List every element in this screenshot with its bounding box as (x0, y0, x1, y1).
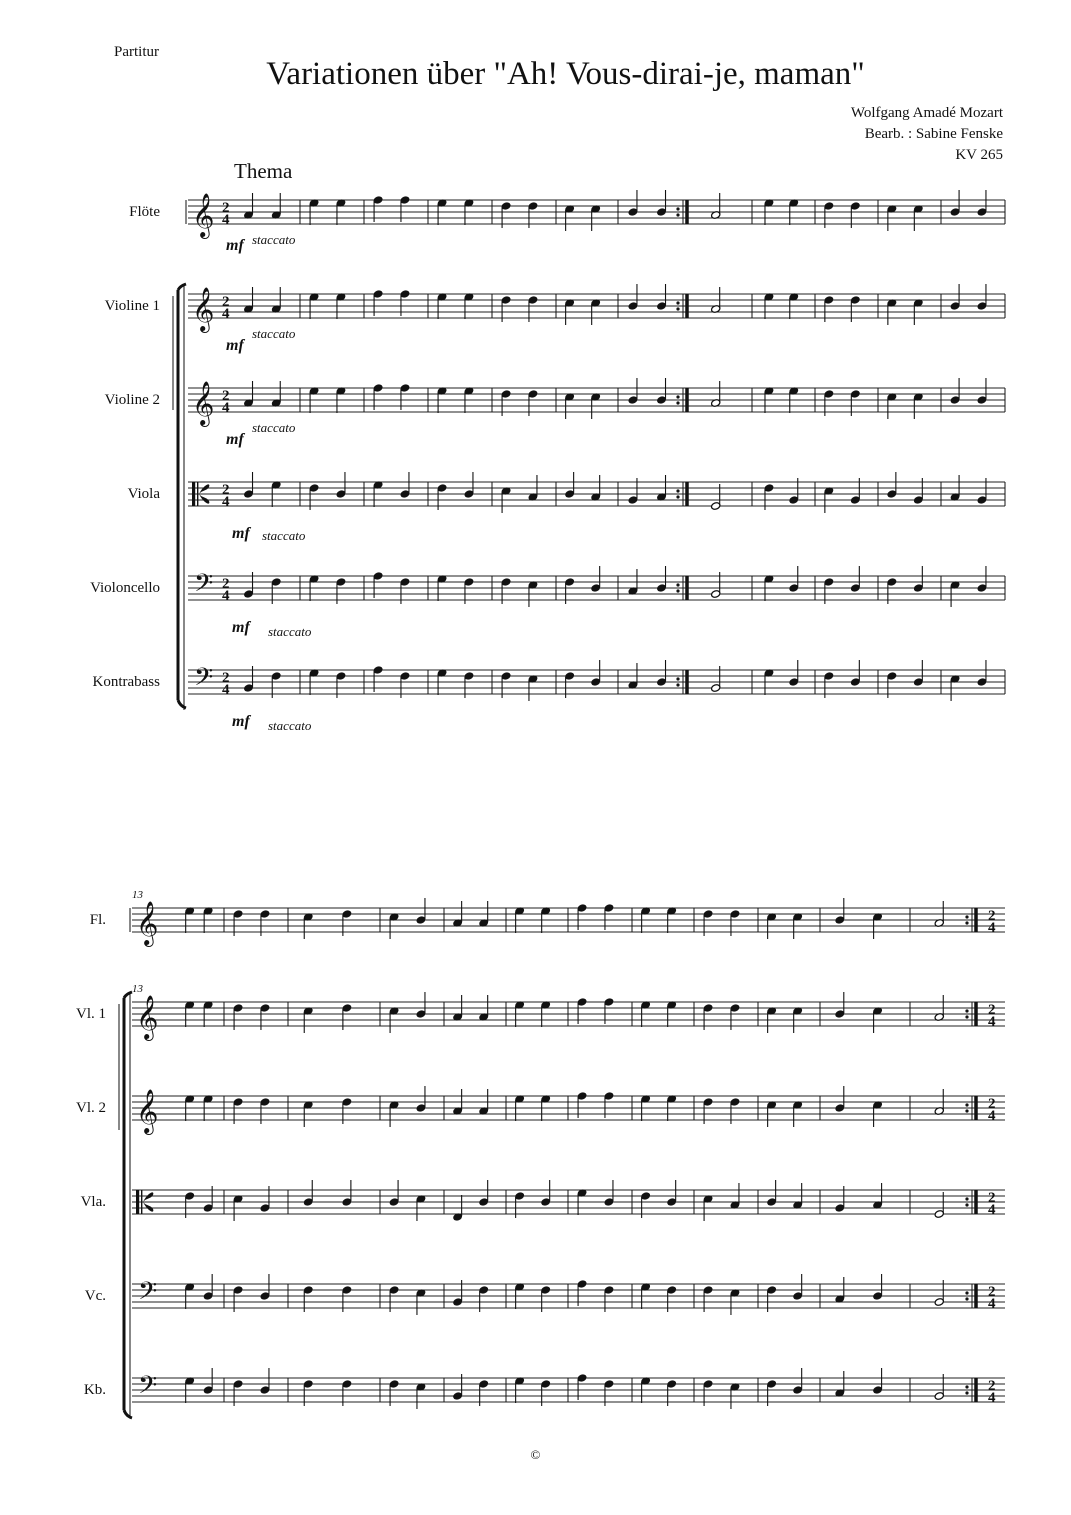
bass-clef-icon: 𝄢 (138, 1277, 158, 1312)
instrument-label: Fl. (89, 912, 106, 928)
dynamic-mark: mf (226, 237, 244, 254)
section-heading: Thema (234, 159, 293, 183)
bass-clef-icon: 𝄢 (138, 1371, 158, 1406)
catalog-number: KV 265 (955, 147, 1003, 163)
time-signature-numerator: 2 (222, 200, 230, 216)
composer: Wolfgang Amadé Mozart (850, 105, 1003, 121)
treble-clef-icon: 𝄞 (192, 193, 215, 237)
repeat-dot (676, 589, 679, 592)
time-signature-denominator: 4 (222, 494, 230, 510)
repeat-dot (965, 1385, 968, 1388)
time-signature-numerator: 2 (988, 1096, 996, 1112)
instrument-label: Violine 1 (104, 298, 160, 314)
repeat-dot (965, 1109, 968, 1112)
repeat-dot (965, 1197, 968, 1200)
time-signature-numerator: 2 (222, 388, 230, 404)
string-bracket (178, 284, 186, 708)
articulation-mark: staccato (252, 326, 296, 341)
repeat-dot (965, 1297, 968, 1300)
partitur-label: Partitur (114, 44, 159, 60)
piece-title: Variationen über "Ah! Vous-dirai-je, maman" (266, 56, 865, 92)
instrument-label: Vl. 2 (76, 1100, 106, 1116)
instrument-label: Kb. (83, 1382, 106, 1398)
time-signature-denominator: 4 (988, 1014, 996, 1030)
time-signature-denominator: 4 (988, 920, 996, 936)
time-signature-denominator: 4 (988, 1108, 996, 1124)
repeat-dot (676, 395, 679, 398)
repeat-dot (965, 921, 968, 924)
time-signature-denominator: 4 (988, 1296, 996, 1312)
repeat-dot (965, 1203, 968, 1206)
dynamic-mark: mf (232, 713, 250, 730)
instrument-label: Kontrabass (92, 674, 160, 690)
articulation-mark: staccato (252, 420, 296, 435)
instrument-label: Violine 2 (104, 392, 160, 408)
articulation-mark: staccato (268, 624, 312, 639)
time-signature-numerator: 2 (222, 294, 230, 310)
time-signature-numerator: 2 (988, 1378, 996, 1394)
repeat-dot (676, 489, 679, 492)
time-signature-numerator: 2 (222, 670, 230, 686)
time-signature-numerator: 2 (988, 908, 996, 924)
time-signature-denominator: 4 (988, 1202, 996, 1218)
repeat-dot (676, 583, 679, 586)
treble-clef-icon: 𝄞 (136, 901, 159, 945)
articulation-mark: staccato (268, 718, 312, 733)
arranger: Bearb. : Sabine Fenske (864, 126, 1003, 142)
time-signature-denominator: 4 (222, 306, 230, 322)
articulation-mark: staccato (252, 232, 296, 247)
repeat-dot (676, 683, 679, 686)
time-signature-numerator: 2 (988, 1002, 996, 1018)
repeat-dot (676, 495, 679, 498)
dynamic-mark: mf (232, 525, 250, 542)
repeat-dot (676, 677, 679, 680)
instrument-label: Vc. (84, 1288, 106, 1304)
measure-number: 13 (132, 889, 143, 901)
repeat-dot (965, 1291, 968, 1294)
time-signature-denominator: 4 (222, 682, 230, 698)
treble-clef-icon: 𝄞 (192, 287, 215, 331)
repeat-dot (965, 1009, 968, 1012)
string-bracket (124, 992, 132, 1418)
articulation-mark: staccato (262, 528, 306, 543)
time-signature-numerator: 2 (222, 576, 230, 592)
instrument-label: Flöte (129, 204, 160, 220)
treble-clef-icon: 𝄞 (192, 381, 215, 425)
repeat-dot (965, 1015, 968, 1018)
time-signature-denominator: 4 (222, 212, 230, 228)
repeat-dot (676, 213, 679, 216)
time-signature-denominator: 4 (222, 588, 230, 604)
repeat-dot (965, 1391, 968, 1394)
repeat-dot (676, 301, 679, 304)
dynamic-mark: mf (232, 619, 250, 636)
copyright: © (530, 1447, 541, 1462)
repeat-dot (676, 207, 679, 210)
repeat-dot (965, 1103, 968, 1106)
time-signature-numerator: 2 (222, 482, 230, 498)
time-signature-numerator: 2 (988, 1190, 996, 1206)
repeat-dot (676, 307, 679, 310)
treble-clef-icon: 𝄞 (136, 995, 159, 1039)
repeat-dot (965, 915, 968, 918)
instrument-label: Violoncello (90, 580, 160, 596)
instrument-label: Viola (127, 486, 160, 502)
measure-number: 13 (132, 983, 143, 995)
treble-clef-icon: 𝄞 (136, 1089, 159, 1133)
bass-clef-icon: 𝄢 (194, 569, 214, 604)
bass-clef-icon: 𝄢 (194, 663, 214, 698)
time-signature-denominator: 4 (222, 400, 230, 416)
repeat-dot (676, 401, 679, 404)
time-signature-denominator: 4 (988, 1390, 996, 1406)
instrument-label: Vl. 1 (76, 1006, 106, 1022)
dynamic-mark: mf (226, 431, 244, 448)
dynamic-mark: mf (226, 337, 244, 354)
time-signature-numerator: 2 (988, 1284, 996, 1300)
instrument-label: Vla. (80, 1194, 106, 1210)
